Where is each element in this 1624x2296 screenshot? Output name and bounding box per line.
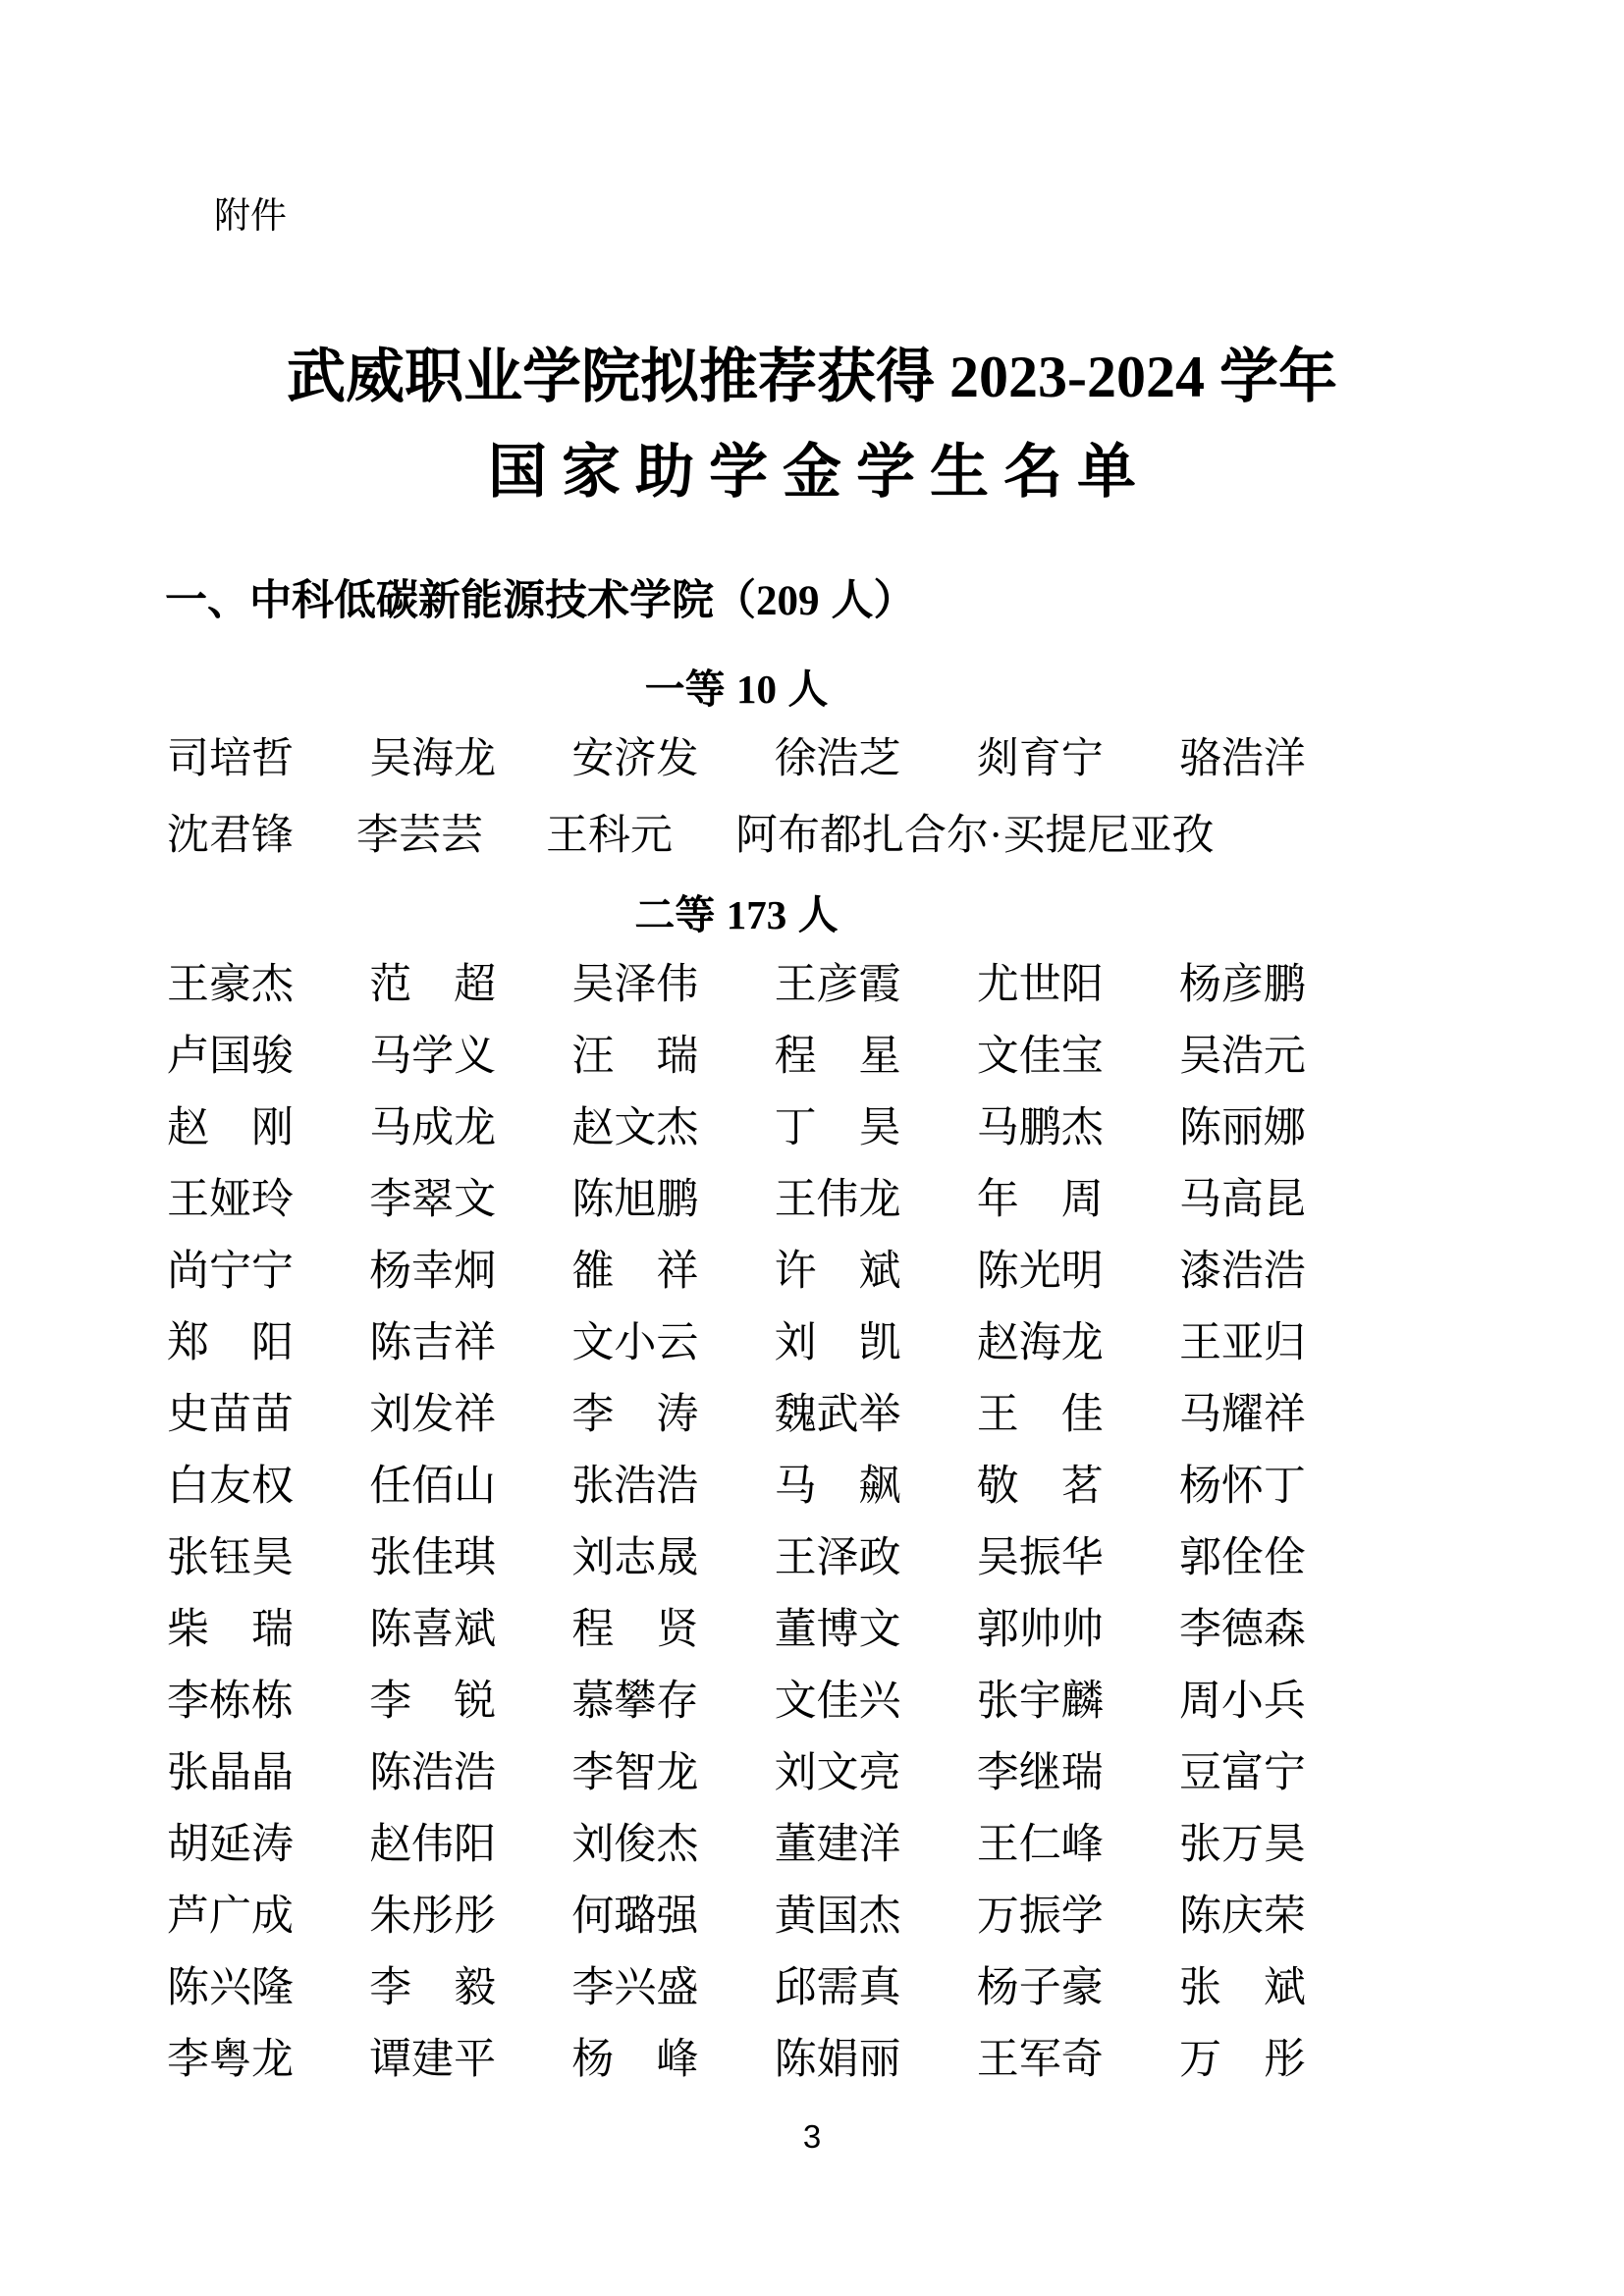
name-row xyxy=(167,1965,1306,2037)
student-name: 王军奇 xyxy=(976,2037,1104,2083)
name-row xyxy=(167,1822,1306,1894)
name-row xyxy=(167,1535,1306,1607)
student-name: 史苗苗 xyxy=(167,1392,294,1438)
student-name: 慕攀存 xyxy=(571,1679,699,1725)
student-name: 郑 阳 xyxy=(167,1320,294,1366)
student-name: 柴 瑞 xyxy=(167,1607,294,1653)
student-name: 郭佺佺 xyxy=(1178,1535,1306,1581)
student-name: 张佳琪 xyxy=(369,1535,497,1581)
student-name: 赵海龙 xyxy=(976,1320,1104,1366)
student-name: 王亚归 xyxy=(1178,1320,1306,1366)
student-name: 陈吉祥 xyxy=(369,1320,497,1366)
student-name: 剡育宁 xyxy=(976,736,1104,782)
student-name: 程 星 xyxy=(774,1034,901,1080)
student-name: 朱彤彤 xyxy=(369,1894,497,1940)
section-heading-text: 一、中科低碳新能源技术学院（ xyxy=(165,577,756,624)
student-name: 阿布都扎合尔·买提尼亚孜 xyxy=(735,813,1215,859)
title-line-2: 国家助学金学生名单 xyxy=(488,440,1151,505)
student-name: 年 周 xyxy=(976,1177,1104,1223)
student-name: 安济发 xyxy=(571,736,699,782)
group-heading-suffix: 人 xyxy=(777,667,829,712)
student-name: 文小云 xyxy=(571,1320,699,1366)
name-rows xyxy=(167,736,1306,889)
attachment-label: 附件 xyxy=(214,195,287,236)
student-name: 王仁峰 xyxy=(976,1822,1104,1868)
student-name: 漆浩浩 xyxy=(1178,1249,1306,1295)
student-name: 胡延涛 xyxy=(167,1822,294,1868)
student-name: 张 斌 xyxy=(1178,1965,1306,2011)
student-name: 刘发祥 xyxy=(369,1392,497,1438)
group-heading xyxy=(167,664,1306,715)
student-name: 何璐强 xyxy=(571,1894,699,1940)
group-heading-suffix: 人 xyxy=(786,892,839,937)
student-name: 陈光明 xyxy=(976,1249,1104,1295)
student-name: 赵文杰 xyxy=(571,1105,699,1151)
student-name: 芦广成 xyxy=(167,1894,294,1940)
student-name: 许 斌 xyxy=(774,1249,901,1295)
group-heading-prefix: 二等 xyxy=(634,892,727,937)
student-name: 李智龙 xyxy=(571,1750,699,1796)
student-name: 李栋栋 xyxy=(167,1679,294,1725)
student-name: 马高昆 xyxy=(1178,1177,1306,1223)
name-row xyxy=(167,1607,1306,1679)
student-name: 豆富宁 xyxy=(1178,1750,1306,1796)
name-row xyxy=(167,1679,1306,1750)
name-row xyxy=(167,1249,1306,1320)
name-row xyxy=(167,813,1306,889)
student-name: 杨彦鹏 xyxy=(1178,962,1306,1008)
student-name: 陈娟丽 xyxy=(774,2037,901,2083)
group-heading-prefix: 一等 xyxy=(644,667,736,712)
student-name: 文佳兴 xyxy=(774,1679,901,1725)
student-name: 吴振华 xyxy=(976,1535,1104,1581)
page-number: 3 xyxy=(802,2118,822,2155)
student-name: 马耀祥 xyxy=(1178,1392,1306,1438)
name-row xyxy=(167,736,1306,813)
name-row xyxy=(167,1894,1306,1965)
name-row xyxy=(167,1750,1306,1822)
group-heading-count: 173 xyxy=(726,892,787,937)
student-name: 李 毅 xyxy=(369,1965,497,2011)
student-name: 邱需真 xyxy=(774,1965,901,2011)
group-heading-count: 10 xyxy=(736,667,777,712)
student-name: 卢国骏 xyxy=(167,1034,294,1080)
student-name: 赵伟阳 xyxy=(369,1822,497,1868)
group-heading xyxy=(167,889,1306,940)
name-row xyxy=(167,1464,1306,1535)
student-name: 陈浩浩 xyxy=(369,1750,497,1796)
student-name: 李芸芸 xyxy=(356,813,483,859)
name-group-2 xyxy=(167,889,1306,2109)
student-name: 任佰山 xyxy=(369,1464,497,1510)
student-name: 魏武举 xyxy=(774,1392,901,1438)
student-name: 陈兴隆 xyxy=(167,1965,294,2011)
student-name: 王彦霞 xyxy=(774,962,901,1008)
student-name: 陈喜斌 xyxy=(369,1607,497,1653)
student-name: 王伟龙 xyxy=(774,1177,901,1223)
name-row xyxy=(167,1034,1306,1105)
student-name: 吴浩元 xyxy=(1178,1034,1306,1080)
student-name: 丁 昊 xyxy=(774,1105,901,1151)
student-name: 陈丽娜 xyxy=(1178,1105,1306,1151)
student-name: 李翠文 xyxy=(369,1177,497,1223)
student-name: 万振学 xyxy=(976,1894,1104,1940)
student-name: 马学义 xyxy=(369,1034,497,1080)
student-name: 范 超 xyxy=(369,962,497,1008)
student-name: 骆浩洋 xyxy=(1178,736,1306,782)
student-name: 李兴盛 xyxy=(571,1965,699,2011)
student-name: 白友权 xyxy=(167,1464,294,1510)
student-name: 司培哲 xyxy=(167,736,294,782)
student-name: 雒 祥 xyxy=(571,1249,699,1295)
student-name: 李 涛 xyxy=(571,1392,699,1438)
student-name: 李 锐 xyxy=(369,1679,497,1725)
name-row xyxy=(167,962,1306,1034)
student-name: 吴海龙 xyxy=(369,736,497,782)
student-name: 汪 瑞 xyxy=(571,1034,699,1080)
student-name: 董建洋 xyxy=(774,1822,901,1868)
student-name: 李德森 xyxy=(1178,1607,1306,1653)
student-name: 刘 凯 xyxy=(774,1320,901,1366)
student-name: 沈君锋 xyxy=(167,813,294,859)
student-name: 张浩浩 xyxy=(571,1464,699,1510)
student-name: 杨子豪 xyxy=(976,1965,1104,2011)
student-name: 张万昊 xyxy=(1178,1822,1306,1868)
student-name: 万 彤 xyxy=(1178,2037,1306,2083)
student-name: 王豪杰 xyxy=(167,962,294,1008)
student-name: 张晶晶 xyxy=(167,1750,294,1796)
student-name: 尚宁宁 xyxy=(167,1249,294,1295)
student-name: 文佳宝 xyxy=(976,1034,1104,1080)
title-line-1: 武威职业学院拟推荐获得 2023-2024 学年 xyxy=(287,345,1337,409)
student-name: 王 佳 xyxy=(976,1392,1104,1438)
student-name: 谭建平 xyxy=(369,2037,497,2083)
section-heading-suffix: 人） xyxy=(819,577,916,624)
student-name: 王科元 xyxy=(546,813,673,859)
student-name: 赵 刚 xyxy=(167,1105,294,1151)
student-name: 程 贤 xyxy=(571,1607,699,1653)
name-rows xyxy=(167,962,1306,2109)
name-row xyxy=(167,1105,1306,1177)
student-name: 王娅玲 xyxy=(167,1177,294,1223)
student-name: 杨 峰 xyxy=(571,2037,699,2083)
student-name: 周小兵 xyxy=(1178,1679,1306,1725)
name-groups xyxy=(167,0,1306,2109)
student-name: 张宇麟 xyxy=(976,1679,1104,1725)
student-name: 董博文 xyxy=(774,1607,901,1653)
section-heading-count: 209 xyxy=(756,578,820,624)
name-row xyxy=(167,1177,1306,1249)
name-row xyxy=(167,2037,1306,2109)
student-name: 刘俊杰 xyxy=(571,1822,699,1868)
student-name: 吴泽伟 xyxy=(571,962,699,1008)
student-name: 马鹏杰 xyxy=(976,1105,1104,1151)
name-row xyxy=(167,1392,1306,1464)
student-name: 王泽政 xyxy=(774,1535,901,1581)
student-name: 黄国杰 xyxy=(774,1894,901,1940)
name-group-1 xyxy=(167,664,1306,889)
student-name: 张钰昊 xyxy=(167,1535,294,1581)
student-name: 尤世阳 xyxy=(976,962,1104,1008)
student-name: 陈庆荣 xyxy=(1178,1894,1306,1940)
student-name: 李继瑞 xyxy=(976,1750,1104,1796)
student-name: 李粤龙 xyxy=(167,2037,294,2083)
student-name: 徐浩芝 xyxy=(774,736,901,782)
student-name: 杨幸炯 xyxy=(369,1249,497,1295)
student-name: 陈旭鹏 xyxy=(571,1177,699,1223)
student-name: 刘文亮 xyxy=(774,1750,901,1796)
student-name: 刘志晟 xyxy=(571,1535,699,1581)
student-name: 敬 茗 xyxy=(976,1464,1104,1510)
student-name: 杨怀丁 xyxy=(1178,1464,1306,1510)
student-name: 马成龙 xyxy=(369,1105,497,1151)
student-name: 郭帅帅 xyxy=(976,1607,1104,1653)
student-name: 马 飙 xyxy=(774,1464,901,1510)
name-row xyxy=(167,1320,1306,1392)
